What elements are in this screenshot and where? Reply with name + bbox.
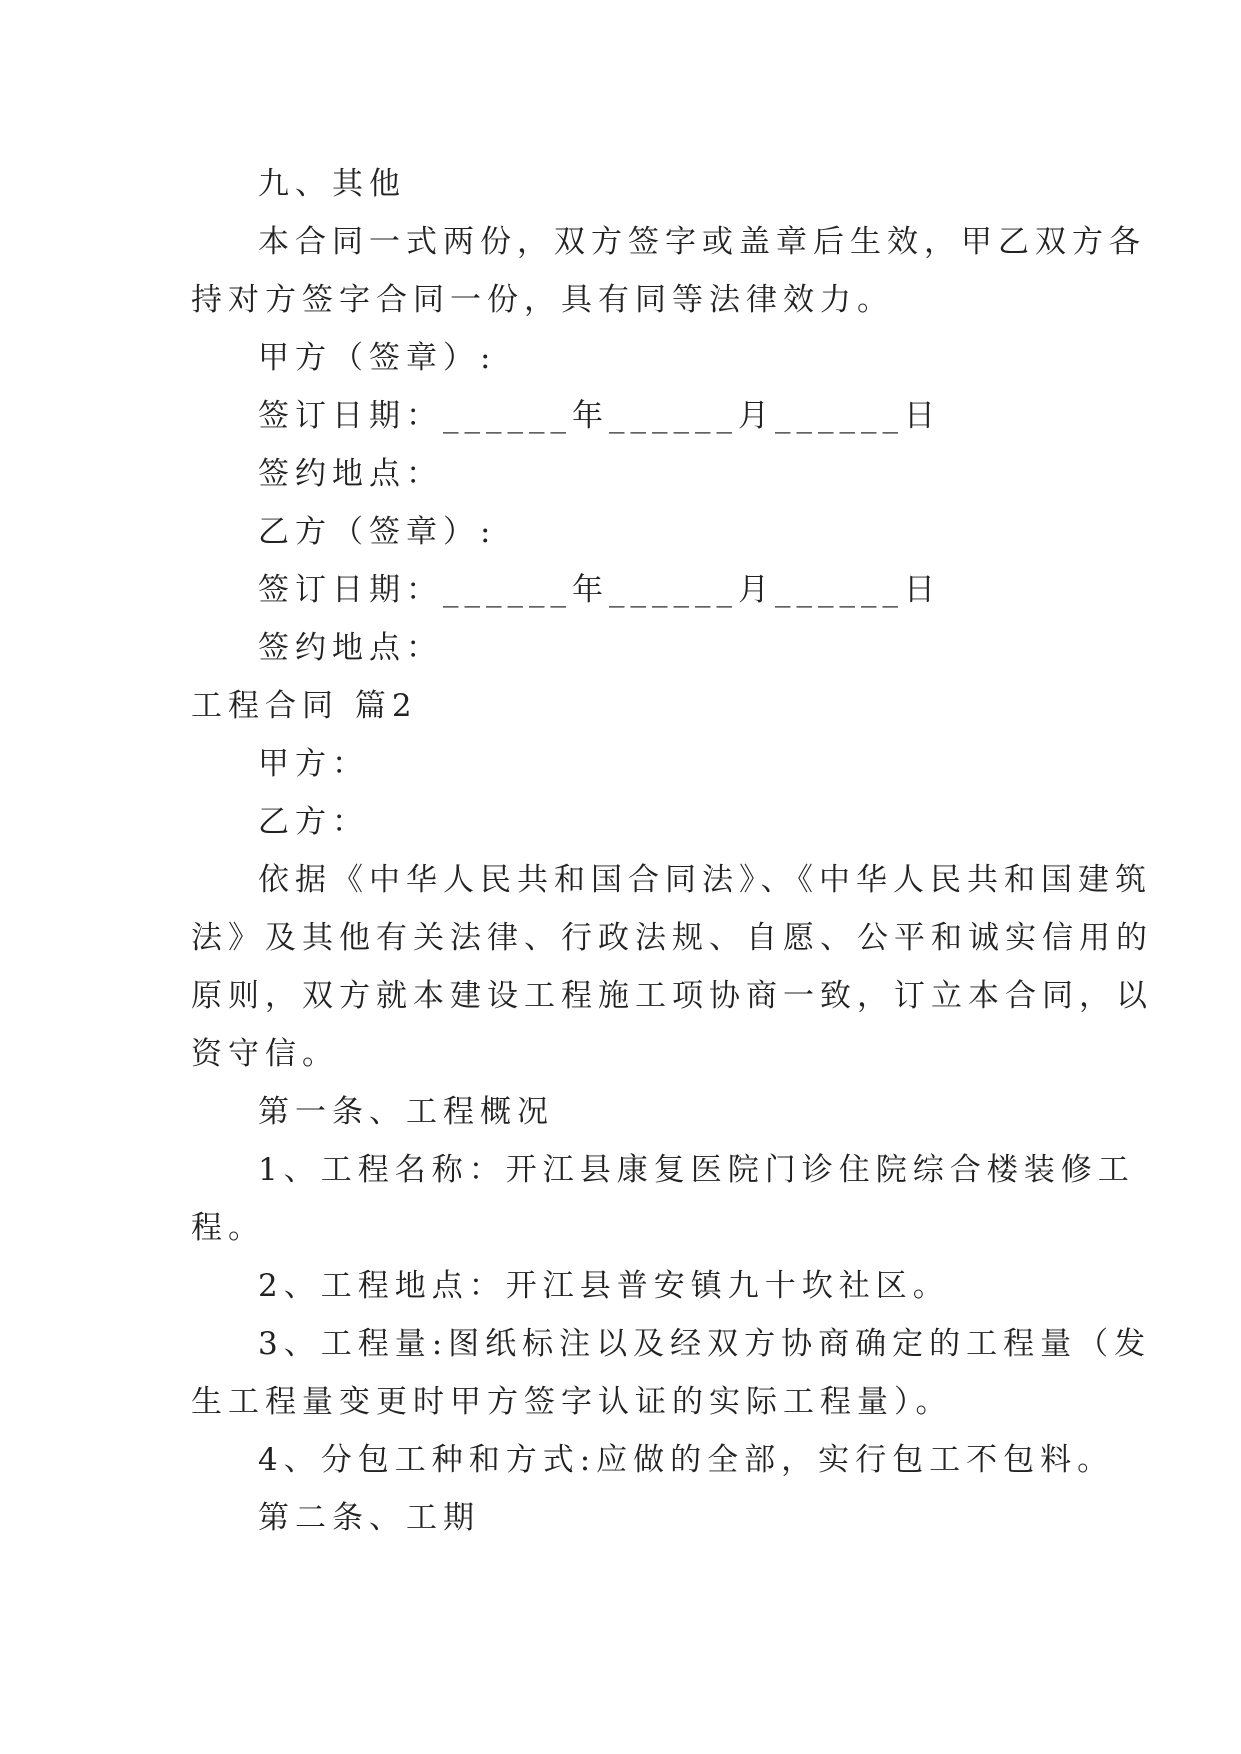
- party-b-signature-label: 乙方（签章）:: [258, 514, 497, 550]
- paragraph-line: 2、工程地点：开江县普安镇九十坎社区。: [258, 1268, 950, 1304]
- paragraph-line: 原则，双方就本建设工程施工项协商一致，订立本合同，以: [191, 978, 1153, 1014]
- party-b-sign-date: 签订日期：______年______月______日: [258, 572, 941, 608]
- paragraph-line: 依据《中华人民共和国合同法》、《中华人民共和国建筑: [258, 862, 1152, 898]
- paragraph-line: 3、工程量:图纸标注以及经双方协商确定的工程量（发: [258, 1326, 1152, 1362]
- paragraph-line: 1、工程名称：开江县康复医院门诊住院综合楼装修工: [258, 1152, 1135, 1188]
- paragraph-line: 资守信。: [191, 1036, 339, 1072]
- party-a-label: 甲方：: [258, 746, 369, 782]
- paragraph-line: 生工程量变更时甲方签字认证的实际工程量）。: [191, 1384, 953, 1420]
- party-a-sign-place: 签约地点：: [258, 456, 443, 492]
- paragraph-line: 程。: [191, 1210, 265, 1246]
- party-b-sign-place: 签约地点：: [258, 630, 443, 666]
- party-a-sign-date: 签订日期：______年______月______日: [258, 398, 941, 434]
- section-heading-other: 九、其他: [258, 166, 406, 202]
- paragraph-line: 持对方签字合同一份，具有同等法律效力。: [191, 282, 894, 318]
- party-a-signature-label: 甲方（签章）:: [258, 340, 497, 376]
- paragraph-line: 法》及其他有关法律、行政法规、自愿、公平和诚实信用的: [191, 920, 1153, 956]
- paragraph-line: 4、分包工种和方式:应做的全部，实行包工不包料。: [258, 1442, 1115, 1478]
- article-two-heading: 第二条、工期: [258, 1500, 480, 1536]
- paragraph-line: 本合同一式两份，双方签字或盖章后生效，甲乙双方各: [258, 224, 1146, 260]
- article-one-heading: 第一条、工程概况: [258, 1094, 554, 1130]
- document-body: [191, 155, 1153, 1547]
- contract-title-part-2: 工程合同 篇2: [191, 688, 418, 724]
- party-b-label: 乙方：: [258, 804, 369, 840]
